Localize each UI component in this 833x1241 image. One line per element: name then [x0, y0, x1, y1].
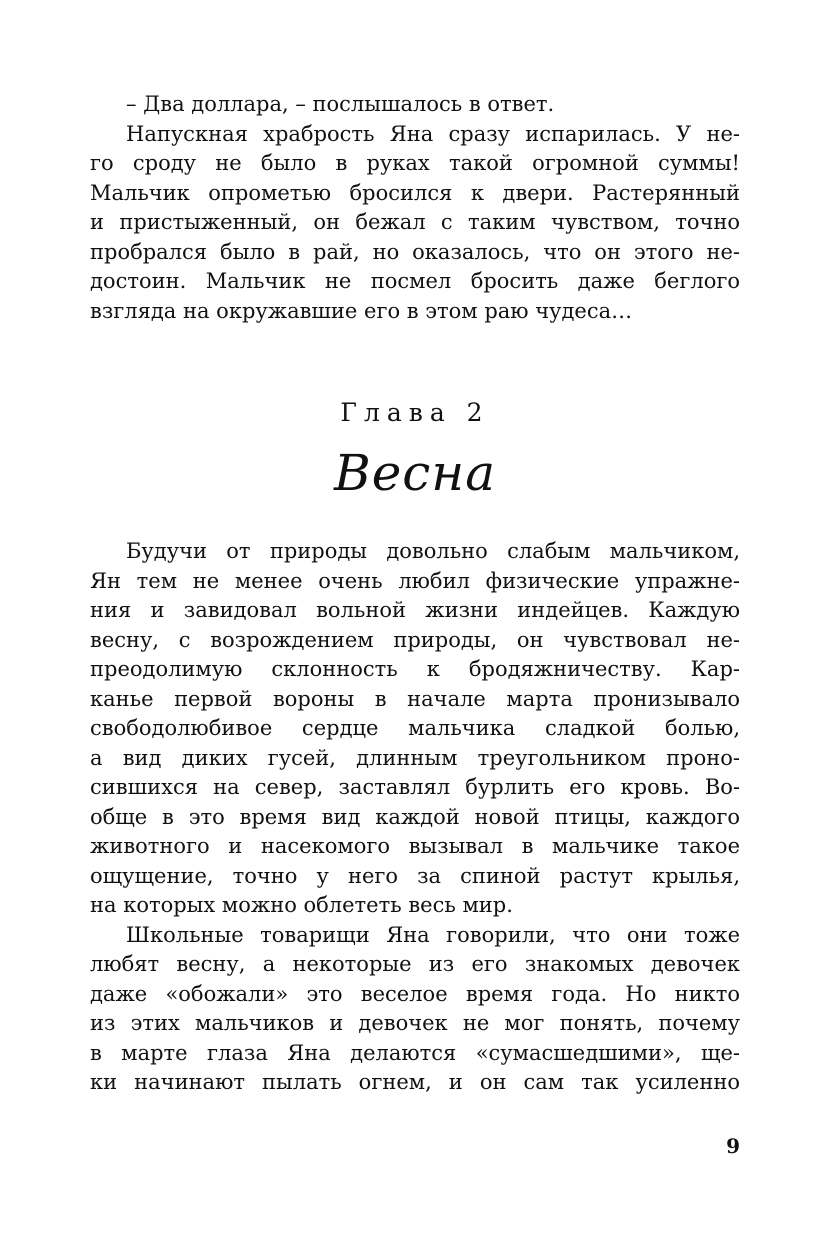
- text-line: Ян тем не менее очень любил физические упражне-: [90, 568, 740, 593]
- text-line: го сроду не было в руках такой огромной суммы!: [90, 151, 740, 175]
- chapter-title: Весна: [333, 444, 497, 502]
- text-line: пробрался было в рай, но оказалось, что он этого не-: [90, 239, 740, 264]
- book-page: [90, 0, 740, 1241]
- text-line: канье первой вороны в начале марта пронизывало: [90, 686, 740, 711]
- text-line: в марте глаза Яна делаются «сумасшедшими», ще-: [90, 1040, 740, 1065]
- text-line: весну, с возрождением природы, он чувствовал не-: [90, 627, 740, 652]
- text-line: свободолюбивое сердце мальчика сладкой болью,: [90, 716, 740, 740]
- text-line: сившихся на север, заставлял бурлить его кровь. Во-: [90, 775, 740, 799]
- chapter-label: Глава 2: [340, 398, 490, 427]
- text-line: ния и завидовал вольной жизни индейцев. Каждую: [90, 598, 740, 622]
- text-line: достоин. Мальчик не посмел бросить даже беглого: [90, 269, 740, 293]
- text-line: ощущение, точно у него за спиной растут крылья,: [90, 863, 740, 888]
- text-line: Напускная храбрость Яна сразу испарилась. У не-: [126, 121, 740, 146]
- text-line: Мальчик опрометью бросился к двери. Растерянный: [90, 180, 740, 205]
- text-line: обще в это время вид каждой новой птицы, каждого: [90, 804, 740, 829]
- text-line: – Два доллара, – послышалось в ответ.: [126, 92, 555, 116]
- text-line: а вид диких гусей, длинным треугольником проно-: [90, 745, 740, 770]
- text-line: Школьные товарищи Яна говорили, что они тоже: [126, 922, 740, 947]
- text-line: даже «обожали» это веселое время года. Но никто: [90, 981, 740, 1006]
- text-line: животного и насекомого вызывал в мальчике такое: [90, 834, 740, 858]
- text-line: любят весну, а некоторые из его знакомых девочек: [90, 952, 740, 976]
- body-text-block: [90, 537, 740, 1098]
- text-line: взгляда на окружавшие его в этом раю чудеса…: [90, 298, 633, 323]
- text-line: ки начинают пылать огнем, и он сам так усиленно: [90, 1070, 740, 1094]
- text-line: на которых можно облететь весь мир.: [90, 893, 513, 917]
- text-line: и пристыженный, он бежал с таким чувством, точно: [90, 210, 740, 234]
- top-text-block: [90, 90, 740, 326]
- text-line: из этих мальчиков и девочек не мог понять, почему: [90, 1011, 740, 1035]
- text-line: преодолимую склонность к бродяжничеству. Кар-: [90, 657, 740, 681]
- text-line: Будучи от природы довольно слабым мальчиком,: [126, 539, 740, 563]
- page-number: 9: [726, 1134, 740, 1158]
